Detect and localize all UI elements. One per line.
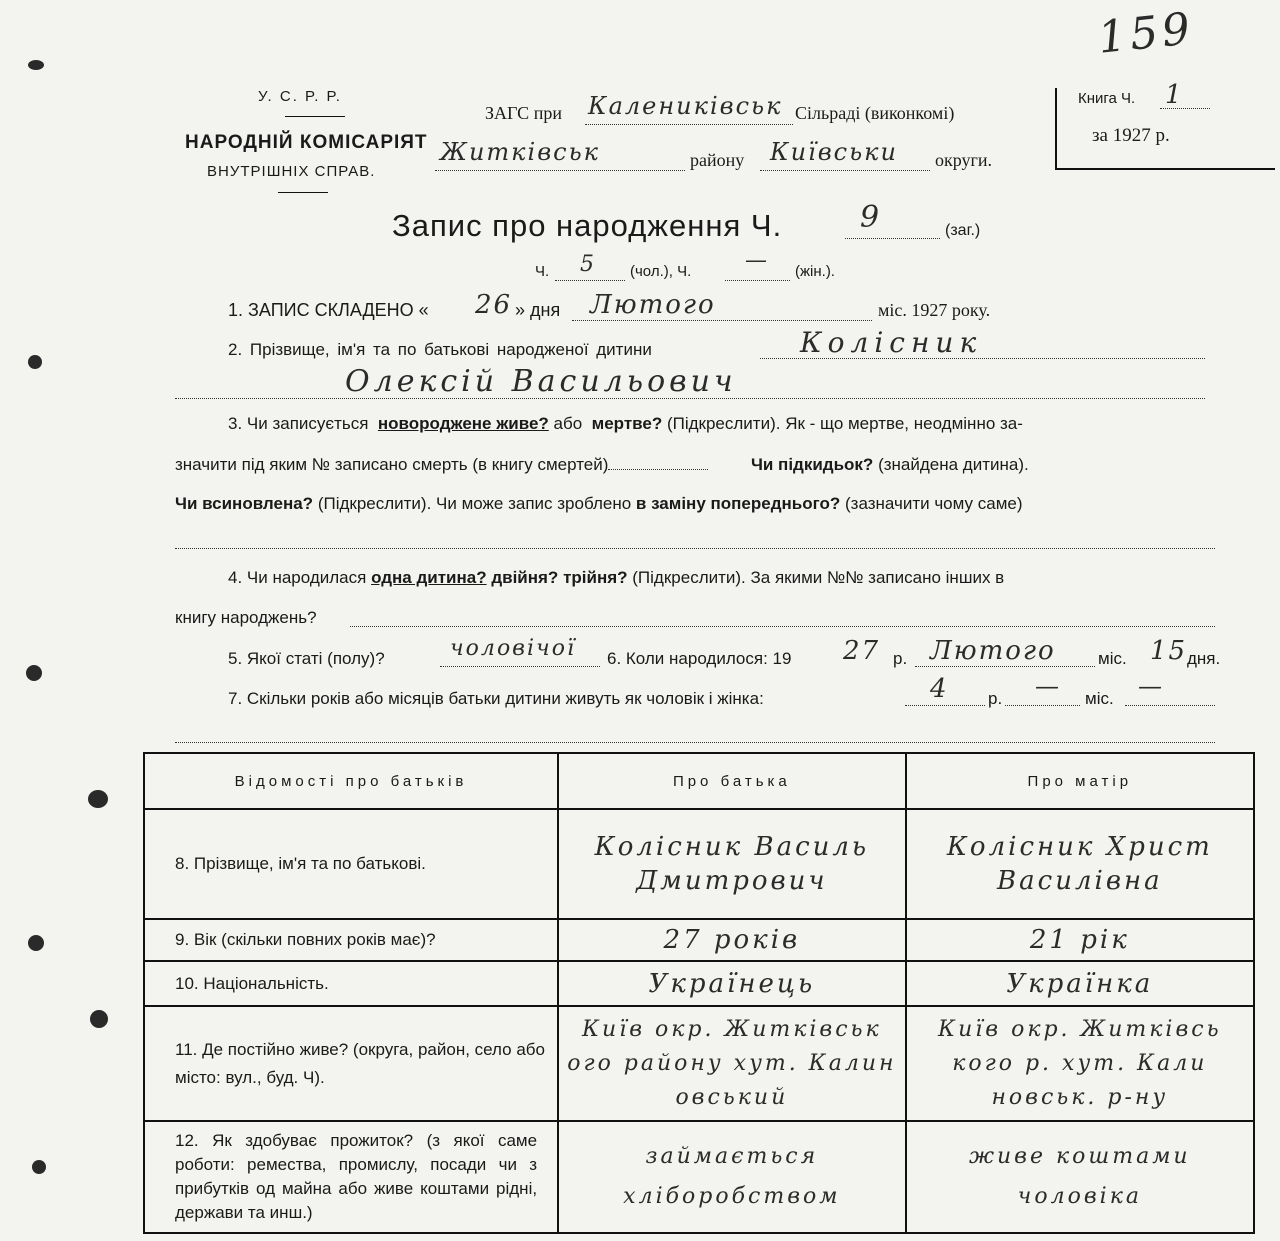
item4-line1: 4. Чи народилася одна дитина? двійня? трійня? (Підкреслити). За якими №№ записано інших в: [228, 568, 1005, 587]
zags-suffix: Сільраді (виконкомі): [795, 103, 955, 123]
item1-suffix: міс. 1927 року.: [878, 300, 991, 320]
item1-month: Лютого: [590, 290, 716, 320]
binding-hole: [28, 60, 44, 70]
birth-month-suffix: міс.: [1098, 649, 1127, 668]
row9-label: 9. Вік (скільки повних років має)?: [144, 919, 558, 961]
book-year: за 1927 р.: [1092, 125, 1170, 146]
birth-year-suffix: р.: [893, 649, 908, 668]
parents-table: [143, 752, 1255, 1234]
row8-mother: Колісник Христ Василівна: [906, 809, 1254, 919]
marriage-years-suffix: р.: [988, 689, 1003, 708]
marriage-years: 4: [930, 674, 949, 704]
female-count: —: [745, 248, 769, 273]
item1-mid: » дня: [515, 300, 561, 320]
child-surname: Колісник: [800, 326, 983, 359]
table-row: [144, 961, 1254, 1006]
row10-mother: Українка: [906, 961, 1254, 1006]
child-sex: чоловічої: [450, 636, 576, 661]
item3-line3: Чи всиновлена? (Підкреслити). Чи може запис зроблено в заміну попереднього? (зазначити чому саме): [175, 494, 1023, 513]
row10-label: 10. Національність.: [144, 961, 558, 1006]
department-label: ВНУТРІШНІХ СПРАВ.: [207, 163, 376, 180]
child-given-names: Олексій Васильович: [345, 364, 737, 399]
binding-hole: [90, 1010, 108, 1028]
item3-line2: значити під яким № записано смерть (в книгу смертей) Чи підкидьок? (знайдена дитина).: [175, 455, 1029, 474]
archive-number: 159: [1095, 3, 1197, 64]
item4-line2: книгу народжень?: [175, 608, 317, 627]
binding-hole: [88, 790, 108, 808]
item1-day: 26: [475, 290, 513, 320]
row12-father: займається хліборобством: [558, 1121, 906, 1233]
female-label: (жін.).: [795, 263, 835, 280]
district-label: району: [690, 150, 745, 170]
table-row: [144, 1121, 1254, 1233]
okrug-label: округи.: [935, 150, 993, 170]
item3-line1: 3. Чи записується новороджене живе? або мертве? (Підкреслити). Як - що мертве, неодмінно за-: [228, 414, 1023, 433]
stamp-border-left: [1055, 88, 1057, 168]
table-row: [144, 919, 1254, 961]
row9-father: 27 років: [558, 919, 906, 961]
row10-father: Українець: [558, 961, 906, 1006]
page-title: Запис про народження Ч.: [392, 208, 783, 243]
male-count: 5: [580, 252, 596, 277]
ussr-label: У. С. Р. Р.: [258, 88, 342, 105]
item7-label: 7. Скільки років або місяців батьки дитини живуть як чоловік і жінка:: [228, 689, 764, 708]
record-number-suffix: (заг.): [945, 222, 981, 239]
birth-day-suffix: дня.: [1187, 649, 1221, 668]
book-label: Книга Ч.: [1078, 90, 1136, 107]
item5-label: 5. Якої статі (полу)?: [228, 649, 385, 668]
row8-father: Колісник Василь Дмитрович: [558, 809, 906, 919]
row9-mother: 21 рік: [906, 919, 1254, 961]
record-number: 9: [860, 200, 882, 235]
marriage-months: —: [1035, 672, 1061, 700]
row11-mother: Київ окр. Житківсь кого р. хут. Кали новськ. р-ну: [906, 1006, 1254, 1121]
district-name: Житківськ: [440, 138, 600, 166]
table-row: [144, 1006, 1254, 1121]
stamp-border-bottom: [1055, 168, 1275, 170]
birth-day: 15: [1150, 636, 1188, 666]
birth-month: Лютого: [930, 636, 1056, 666]
book-value: 1: [1165, 80, 1184, 110]
item2-label: 2. Прізвище, ім'я та по батькові народженої дитини: [228, 340, 652, 359]
marriage-tail: —: [1138, 672, 1164, 700]
item1-label: 1. ЗАПИС СКЛАДЕНО «: [228, 300, 429, 320]
marriage-months-suffix: міс.: [1085, 689, 1114, 708]
binding-hole: [28, 355, 42, 369]
header-mother: Про матір: [906, 753, 1254, 809]
row12-mother: живе коштами чоловіка: [906, 1121, 1254, 1233]
header-father: Про батька: [558, 753, 906, 809]
item6-label: 6. Коли народилося: 19: [607, 649, 792, 668]
commissariat-label: НАРОДНІЙ КОМІСАРІЯТ: [185, 132, 428, 153]
male-label: (чол.), Ч.: [630, 263, 692, 280]
zags-name: Калениківськ: [588, 92, 783, 120]
header-info: Відомості про батьків: [144, 753, 558, 809]
row11-father: Київ окр. Житківськ ого району хут. Калин овський: [558, 1006, 906, 1121]
binding-hole: [26, 665, 42, 681]
table-header-row: [144, 753, 1254, 809]
binding-hole: [28, 935, 44, 951]
zags-prefix: ЗАГС при: [485, 103, 562, 123]
table-row: [144, 809, 1254, 919]
birth-year: 27: [843, 636, 881, 666]
row11-label: 11. Де постійно живе? (округа, район, село або місто: вул., буд. Ч).: [144, 1006, 558, 1121]
okrug-name: Київськи: [770, 138, 898, 166]
row12-label: 12. Як здобуває прожиток? (з якої саме роботи: ремества, промислу, посади чи з прибутків од майна або живе коштами рідні, держави та инш.): [144, 1121, 558, 1233]
count-prefix: Ч.: [535, 263, 550, 280]
row8-label: 8. Прізвище, ім'я та по батькові.: [144, 809, 558, 919]
binding-hole: [32, 1160, 46, 1174]
